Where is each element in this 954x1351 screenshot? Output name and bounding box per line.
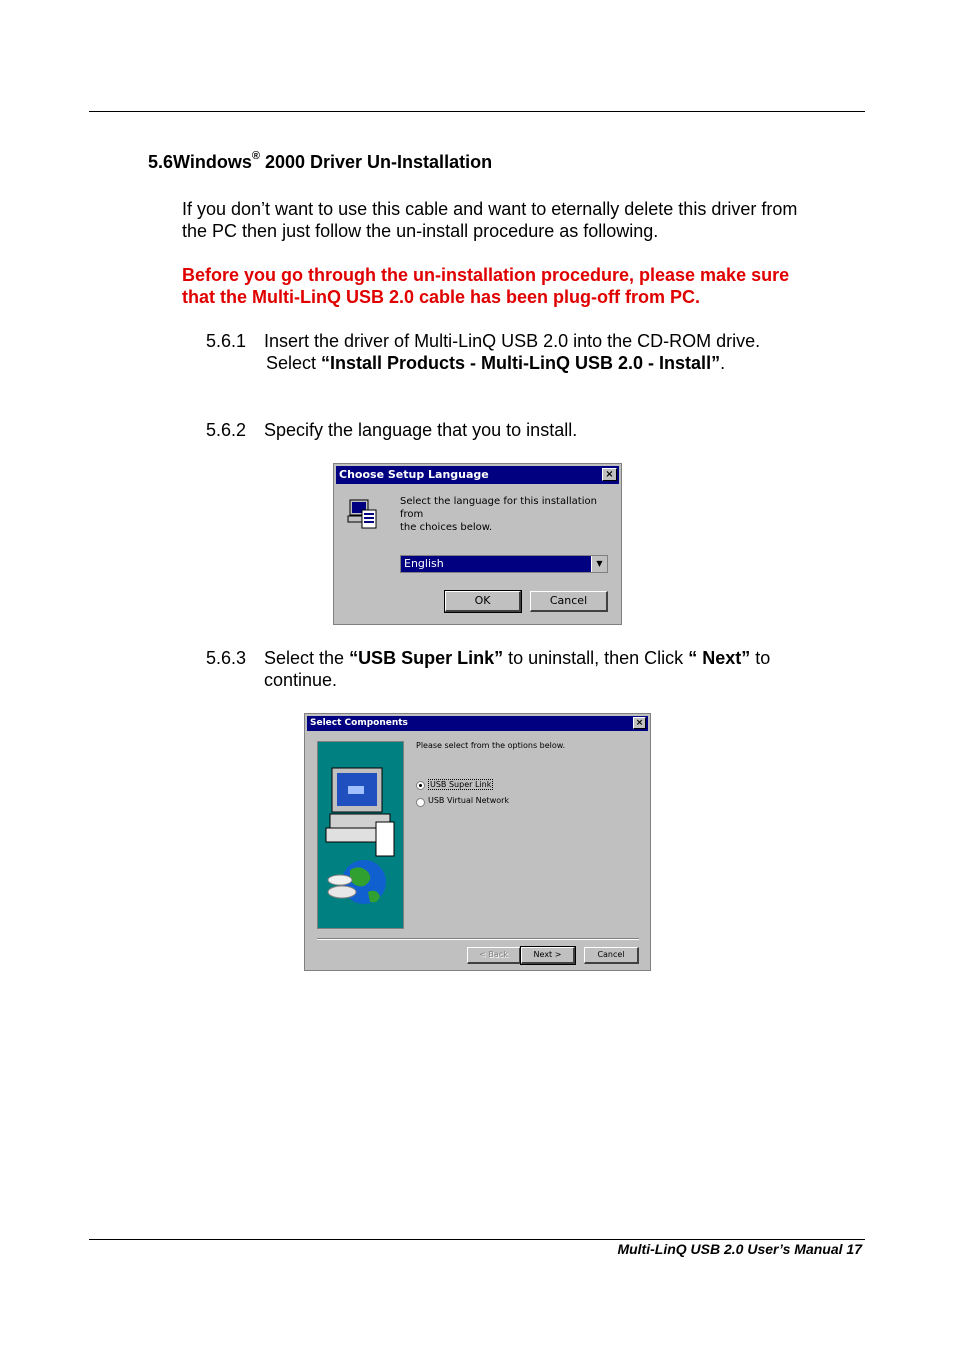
chevron-down-icon[interactable]: ▼ [591, 556, 607, 572]
dialog-titlebar: Select Components × [307, 716, 648, 731]
warning-paragraph: Before you go through the un-installation procedure, please make sure that the Multi-LinQ USB 2.0 cable has been plug-off from PC. [182, 265, 790, 307]
section-title-a: Windows [173, 152, 252, 172]
header-rule [89, 111, 865, 112]
step-5-6-1-text: Insert the driver of Multi-LinQ USB 2.0 into the CD-ROM drive. Select “Install Products - Multi-LinQ USB 2.0 - Install”. [264, 331, 761, 373]
select-components-dialog [304, 713, 651, 971]
intro-paragraph: If you don’t want to use this cable and want to eternally delete this driver from the PC then just follow the un-install procedure as following. [182, 199, 798, 241]
install-path: “Install Products - Multi-LinQ USB 2.0 - Install” [321, 353, 721, 373]
choose-language-dialog [333, 463, 622, 625]
cancel-button[interactable]: Cancel [584, 947, 639, 964]
setup-illustration [317, 741, 404, 929]
step-5-6-2-number: 5.6.2 [206, 420, 247, 440]
setup-computer-icon [346, 496, 380, 530]
section-title-b: 2000 Driver Un-Installation [259, 152, 493, 172]
step-5-6-1-number: 5.6.1 [206, 331, 247, 351]
step-5-6-3-number: 5.6.3 [206, 648, 247, 668]
registered-mark: ® [251, 150, 260, 162]
step-5-6-2-text: Specify the language that you to install. [264, 420, 578, 440]
computer-globe-icon [318, 742, 403, 928]
language-message: Select the language for this installation from the choices below. [400, 496, 597, 533]
section-heading [148, 152, 492, 173]
divider [317, 938, 639, 940]
close-icon[interactable]: × [602, 468, 617, 481]
dialog-titlebar: Choose Setup Language × [336, 466, 619, 484]
back-button[interactable]: < Back [467, 947, 521, 964]
page-footer: Multi-LinQ USB 2.0 User’s Manual 17 [617, 1241, 862, 1257]
step-5-6-3-text: Select the “USB Super Link” to uninstall, then Click “ Next” to continue. [264, 648, 771, 690]
option-usb-virtual-network[interactable]: USB Virtual Network [428, 796, 510, 805]
components-prompt: Please select from the options below. [416, 741, 566, 750]
footer-rule [89, 1239, 865, 1240]
language-select[interactable]: English ▼ [400, 555, 608, 573]
next-button[interactable]: Next > [521, 947, 575, 964]
section-number: 5.6 [148, 152, 174, 172]
cancel-button[interactable]: Cancel [530, 591, 608, 612]
option-usb-super-link[interactable]: USB Super Link [430, 780, 492, 789]
radio-usb-virtual-network[interactable] [416, 798, 425, 807]
ok-button[interactable]: OK [445, 591, 521, 612]
radio-usb-super-link[interactable] [416, 781, 425, 790]
close-icon[interactable]: × [633, 717, 646, 729]
